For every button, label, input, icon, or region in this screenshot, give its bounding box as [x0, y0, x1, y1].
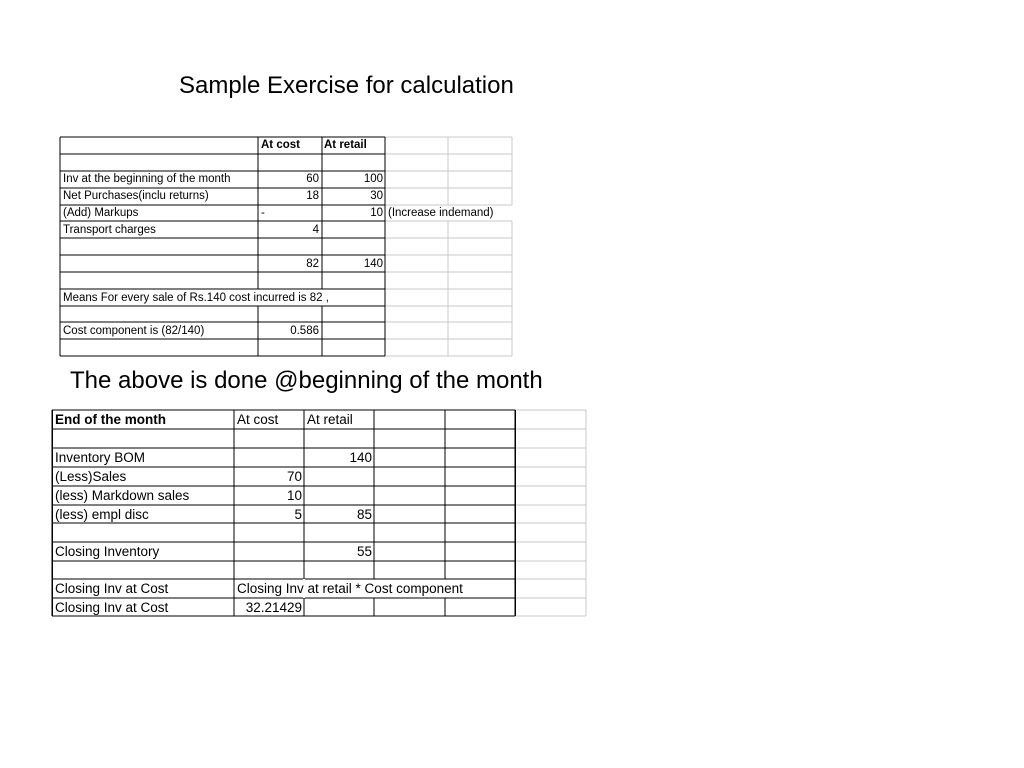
cell-retail-closing-inventory: 55 — [356, 544, 372, 559]
section-subtitle: The above is done @beginning of the month — [70, 367, 543, 394]
row-label-closing-inventory: Closing Inventory — [55, 544, 160, 559]
row-label-inv-beginning: Inv at the beginning of the month — [63, 173, 231, 185]
cell-cost-markups: - — [261, 207, 265, 219]
cell-cost-inv-beginning: 60 — [306, 173, 319, 185]
note-increase-in-demand: (Increase indemand) — [388, 207, 494, 219]
page-title: Sample Exercise for calculation — [179, 72, 514, 99]
row-text-means: Means For every sale of Rs.140 cost incurred is 82 , — [63, 292, 329, 304]
cell-retail-inv-beginning: 100 — [363, 173, 383, 185]
cell-cost-closing-inv-value: 32.21429 — [245, 600, 302, 615]
row-label-closing-inv-at-cost-value: Closing Inv at Cost — [55, 600, 169, 615]
column-header-at-retail: At retail — [324, 139, 367, 151]
cell-retail-inventory-bom: 140 — [349, 450, 372, 465]
column-header-at-cost-2: At cost — [237, 412, 279, 427]
row-label-transport-charges: Transport charges — [63, 224, 156, 236]
cell-cost-less-sales: 70 — [286, 469, 302, 484]
cell-cost-empl-disc: 5 — [294, 507, 302, 522]
cell-retail-total: 140 — [363, 258, 383, 270]
cell-cost-markdown-sales: 10 — [286, 488, 302, 503]
column-header-at-cost: At cost — [261, 139, 300, 151]
cell-formula-closing-inv: Closing Inv at retail * Cost component — [237, 581, 463, 596]
row-label-empl-disc: (less) empl disc — [55, 507, 149, 522]
cell-retail-markups: 10 — [370, 207, 383, 219]
cell-cost-component-value: 0.586 — [290, 325, 319, 337]
cell-retail-empl-disc: 85 — [356, 507, 372, 522]
cell-cost-net-purchases: 18 — [306, 190, 319, 202]
row-label-closing-inv-at-cost: Closing Inv at Cost — [55, 581, 169, 596]
row-label-inventory-bom: Inventory BOM — [55, 450, 146, 465]
row-label-net-purchases: Net Purchases(inclu returns) — [63, 190, 209, 202]
cell-retail-net-purchases: 30 — [370, 190, 383, 202]
row-label-markups: (Add) Markups — [63, 207, 139, 219]
row-label-less-sales: (Less)Sales — [55, 469, 127, 484]
row-header-end-of-month: End of the month — [55, 412, 166, 427]
row-label-markdown-sales: (less) Markdown sales — [55, 488, 190, 503]
cell-cost-transport-charges: 4 — [312, 224, 319, 236]
row-label-cost-component: Cost component is (82/140) — [63, 325, 205, 337]
cell-cost-total: 82 — [306, 258, 319, 270]
column-header-at-retail-2: At retail — [307, 412, 353, 427]
